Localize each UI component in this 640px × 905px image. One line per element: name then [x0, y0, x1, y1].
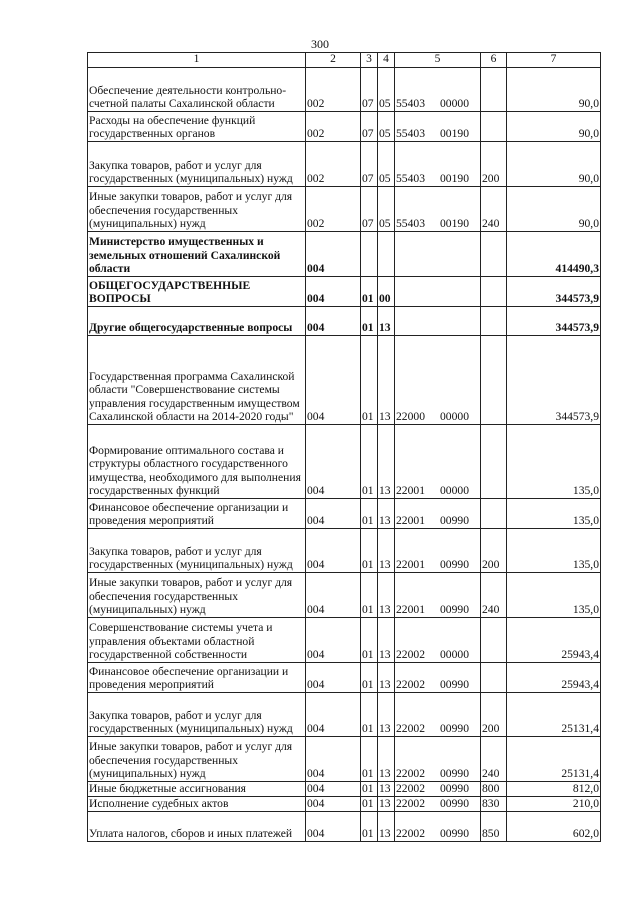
- csr-direction-code: 00990: [440, 678, 469, 692]
- row-pr-cell: 13: [378, 573, 395, 618]
- row-csr-cell: [395, 737, 481, 782]
- csr-direction-code: 00990: [440, 722, 469, 736]
- row-name-cell: Финансовое обеспечение организации и проведения мероприятий: [88, 499, 306, 529]
- csr-program-code: 22002: [396, 767, 425, 781]
- row-name-cell: Обеспечение деятельности контрольно-счетной палаты Сахалинской области: [88, 68, 306, 112]
- table-row: [88, 68, 601, 112]
- budget-table: [87, 52, 601, 842]
- row-sum-cell: 135,0: [507, 499, 601, 529]
- row-vr-cell: 850: [481, 812, 507, 842]
- row-sum-cell: 344573,9: [507, 336, 601, 425]
- row-ved-cell: 004: [306, 797, 361, 812]
- row-sum-cell: 90,0: [507, 187, 601, 232]
- row-ved-cell: 004: [306, 307, 361, 336]
- row-csr-cell: [395, 187, 481, 232]
- csr-direction-code: 00990: [440, 767, 469, 781]
- row-rz-cell: 07: [361, 142, 378, 187]
- header-cell: 2: [306, 53, 361, 68]
- row-ved-cell: 002: [306, 142, 361, 187]
- row-ved-cell: 002: [306, 68, 361, 112]
- row-pr-cell: 13: [378, 425, 395, 499]
- row-csr-cell: [395, 573, 481, 618]
- row-ved-cell: 004: [306, 336, 361, 425]
- csr-direction-code: 00990: [440, 797, 469, 811]
- row-rz-cell: 01: [361, 425, 378, 499]
- row-vr-cell: [481, 336, 507, 425]
- table-row: [88, 618, 601, 663]
- row-rz-cell: 01: [361, 797, 378, 812]
- row-csr-cell: [395, 112, 481, 142]
- row-name-cell: Финансовое обеспечение организации и проведения мероприятий: [88, 663, 306, 693]
- csr-program-code: 22001: [396, 558, 425, 572]
- row-pr-cell: 05: [378, 68, 395, 112]
- row-ved-cell: 004: [306, 782, 361, 797]
- row-vr-cell: 240: [481, 737, 507, 782]
- row-ved-cell: 004: [306, 693, 361, 737]
- table-row: [88, 232, 601, 277]
- csr-program-code: 55403: [396, 217, 425, 231]
- header-cell: 6: [481, 53, 507, 68]
- row-name-cell: Совершенствование системы учета и управления объектами областной государственной собственности: [88, 618, 306, 663]
- row-rz-cell: 01: [361, 529, 378, 573]
- csr-direction-code: 00190: [440, 127, 469, 141]
- row-vr-cell: [481, 307, 507, 336]
- row-sum-cell: 25131,4: [507, 693, 601, 737]
- table-row: [88, 277, 601, 307]
- row-vr-cell: [481, 499, 507, 529]
- row-csr-cell: [395, 499, 481, 529]
- row-vr-cell: 200: [481, 529, 507, 573]
- table-row: [88, 737, 601, 782]
- row-ved-cell: 004: [306, 737, 361, 782]
- row-rz-cell: 01: [361, 782, 378, 797]
- row-csr-cell: [395, 277, 481, 307]
- row-rz-cell: 01: [361, 307, 378, 336]
- csr-program-code: 22002: [396, 722, 425, 736]
- row-vr-cell: [481, 112, 507, 142]
- row-ved-cell: 004: [306, 663, 361, 693]
- row-ved-cell: 002: [306, 187, 361, 232]
- row-ved-cell: 002: [306, 112, 361, 142]
- table-row: [88, 307, 601, 336]
- row-sum-cell: 344573,9: [507, 307, 601, 336]
- row-vr-cell: 830: [481, 797, 507, 812]
- row-vr-cell: 800: [481, 782, 507, 797]
- csr-program-code: 22001: [396, 484, 425, 498]
- table-row: [88, 142, 601, 187]
- header-cell: 7: [507, 53, 601, 68]
- page-number: 300: [311, 37, 329, 51]
- table-row: [88, 693, 601, 737]
- csr-program-code: 55403: [396, 97, 425, 111]
- row-csr-cell: [395, 529, 481, 573]
- row-csr-cell: [395, 618, 481, 663]
- row-ved-cell: 004: [306, 232, 361, 277]
- row-pr-cell: 00: [378, 277, 395, 307]
- row-vr-cell: [481, 232, 507, 277]
- row-name-cell: Государственная программа Сахалинской области "Совершенствование системы управления государственным имуществом Сахалинской области на 2014-2020 годы": [88, 336, 306, 425]
- csr-program-code: 22001: [396, 603, 425, 617]
- row-name-cell: Иные закупки товаров, работ и услуг для обеспечения государственных (муниципальных) нужд: [88, 187, 306, 232]
- row-ved-cell: 004: [306, 277, 361, 307]
- csr-program-code: 22002: [396, 782, 425, 796]
- row-pr-cell: [378, 232, 395, 277]
- row-sum-cell: 135,0: [507, 425, 601, 499]
- row-sum-cell: 344573,9: [507, 277, 601, 307]
- row-sum-cell: 25131,4: [507, 737, 601, 782]
- row-sum-cell: 210,0: [507, 797, 601, 812]
- row-sum-cell: 135,0: [507, 529, 601, 573]
- row-vr-cell: [481, 618, 507, 663]
- row-vr-cell: [481, 425, 507, 499]
- row-vr-cell: [481, 68, 507, 112]
- row-pr-cell: 13: [378, 663, 395, 693]
- row-pr-cell: 13: [378, 737, 395, 782]
- csr-direction-code: 00990: [440, 827, 469, 841]
- row-pr-cell: 13: [378, 529, 395, 573]
- csr-program-code: 22002: [396, 648, 425, 662]
- table-row: [88, 499, 601, 529]
- row-ved-cell: 004: [306, 425, 361, 499]
- csr-direction-code: 00990: [440, 603, 469, 617]
- row-ved-cell: 004: [306, 812, 361, 842]
- row-sum-cell: 25943,4: [507, 618, 601, 663]
- csr-direction-code: 00190: [440, 217, 469, 231]
- row-csr-cell: [395, 693, 481, 737]
- row-csr-cell: [395, 663, 481, 693]
- row-rz-cell: 07: [361, 112, 378, 142]
- row-rz-cell: 07: [361, 68, 378, 112]
- csr-direction-code: 00990: [440, 558, 469, 572]
- table-row: [88, 336, 601, 425]
- header-row: [88, 53, 601, 68]
- table-row: [88, 812, 601, 842]
- csr-program-code: 22002: [396, 827, 425, 841]
- table-row: [88, 112, 601, 142]
- csr-program-code: 55403: [396, 172, 425, 186]
- csr-direction-code: 00190: [440, 172, 469, 186]
- table-row: [88, 425, 601, 499]
- row-csr-cell: [395, 336, 481, 425]
- row-csr-cell: [395, 232, 481, 277]
- row-name-cell: Министерство имущественных и земельных отношений Сахалинской области: [88, 232, 306, 277]
- row-sum-cell: 602,0: [507, 812, 601, 842]
- row-csr-cell: [395, 142, 481, 187]
- row-vr-cell: [481, 663, 507, 693]
- csr-program-code: 22000: [396, 410, 425, 424]
- row-csr-cell: [395, 425, 481, 499]
- row-sum-cell: 25943,4: [507, 663, 601, 693]
- row-pr-cell: 13: [378, 693, 395, 737]
- row-pr-cell: 13: [378, 307, 395, 336]
- row-pr-cell: 05: [378, 187, 395, 232]
- csr-program-code: 55403: [396, 127, 425, 141]
- row-name-cell: Уплата налогов, сборов и иных платежей: [88, 812, 306, 842]
- row-rz-cell: 01: [361, 737, 378, 782]
- row-rz-cell: 01: [361, 812, 378, 842]
- row-sum-cell: 90,0: [507, 68, 601, 112]
- row-name-cell: Закупка товаров, работ и услуг для государственных (муниципальных) нужд: [88, 529, 306, 573]
- row-ved-cell: 004: [306, 618, 361, 663]
- header-cell: 5: [395, 53, 481, 68]
- row-csr-cell: [395, 307, 481, 336]
- row-csr-cell: [395, 812, 481, 842]
- row-pr-cell: 13: [378, 782, 395, 797]
- row-pr-cell: 05: [378, 142, 395, 187]
- row-pr-cell: 13: [378, 618, 395, 663]
- row-csr-cell: [395, 797, 481, 812]
- row-name-cell: Закупка товаров, работ и услуг для государственных (муниципальных) нужд: [88, 693, 306, 737]
- table-row: [88, 782, 601, 797]
- row-pr-cell: 13: [378, 336, 395, 425]
- csr-direction-code: 00000: [440, 648, 469, 662]
- csr-program-code: 22001: [396, 514, 425, 528]
- row-vr-cell: [481, 277, 507, 307]
- row-rz-cell: 01: [361, 499, 378, 529]
- row-name-cell: Иные закупки товаров, работ и услуг для обеспечения государственных (муниципальных) нужд: [88, 737, 306, 782]
- row-name-cell: ОБЩЕГОСУДАРСТВЕННЫЕ ВОПРОСЫ: [88, 277, 306, 307]
- row-rz-cell: 01: [361, 336, 378, 425]
- header-cell: 1: [88, 53, 306, 68]
- table-row: [88, 663, 601, 693]
- table-row: [88, 797, 601, 812]
- row-name-cell: Другие общегосударственные вопросы: [88, 307, 306, 336]
- row-ved-cell: 004: [306, 529, 361, 573]
- row-csr-cell: [395, 68, 481, 112]
- row-rz-cell: 01: [361, 618, 378, 663]
- row-pr-cell: 13: [378, 812, 395, 842]
- row-name-cell: Расходы на обеспечение функций государственных органов: [88, 112, 306, 142]
- row-name-cell: Формирование оптимального состава и структуры областного государственного имущества, необходимого для выполнения государственных функций: [88, 425, 306, 499]
- header-cell: 4: [378, 53, 395, 68]
- row-ved-cell: 004: [306, 499, 361, 529]
- row-sum-cell: 135,0: [507, 573, 601, 618]
- csr-direction-code: 00990: [440, 514, 469, 528]
- row-name-cell: Иные закупки товаров, работ и услуг для обеспечения государственных (муниципальных) нужд: [88, 573, 306, 618]
- row-sum-cell: 414490,3: [507, 232, 601, 277]
- row-vr-cell: 240: [481, 187, 507, 232]
- row-rz-cell: 01: [361, 277, 378, 307]
- row-vr-cell: 240: [481, 573, 507, 618]
- row-vr-cell: 200: [481, 693, 507, 737]
- csr-program-code: 22002: [396, 797, 425, 811]
- table-row: [88, 187, 601, 232]
- row-vr-cell: 200: [481, 142, 507, 187]
- csr-direction-code: 00000: [440, 410, 469, 424]
- row-pr-cell: 13: [378, 499, 395, 529]
- table-row: [88, 529, 601, 573]
- header-cell: 3: [361, 53, 378, 68]
- table-row: [88, 573, 601, 618]
- row-pr-cell: 13: [378, 797, 395, 812]
- csr-direction-code: 00000: [440, 484, 469, 498]
- csr-direction-code: 00000: [440, 97, 469, 111]
- row-rz-cell: [361, 232, 378, 277]
- csr-program-code: 22002: [396, 678, 425, 692]
- row-sum-cell: 90,0: [507, 112, 601, 142]
- row-ved-cell: 004: [306, 573, 361, 618]
- row-rz-cell: 07: [361, 187, 378, 232]
- row-rz-cell: 01: [361, 573, 378, 618]
- row-name-cell: Закупка товаров, работ и услуг для государственных (муниципальных) нужд: [88, 142, 306, 187]
- row-name-cell: Иные бюджетные ассигнования: [88, 782, 306, 797]
- row-rz-cell: 01: [361, 663, 378, 693]
- row-pr-cell: 05: [378, 112, 395, 142]
- row-name-cell: Исполнение судебных актов: [88, 797, 306, 812]
- csr-direction-code: 00990: [440, 782, 469, 796]
- row-rz-cell: 01: [361, 693, 378, 737]
- row-sum-cell: 90,0: [507, 142, 601, 187]
- row-csr-cell: [395, 782, 481, 797]
- row-sum-cell: 812,0: [507, 782, 601, 797]
